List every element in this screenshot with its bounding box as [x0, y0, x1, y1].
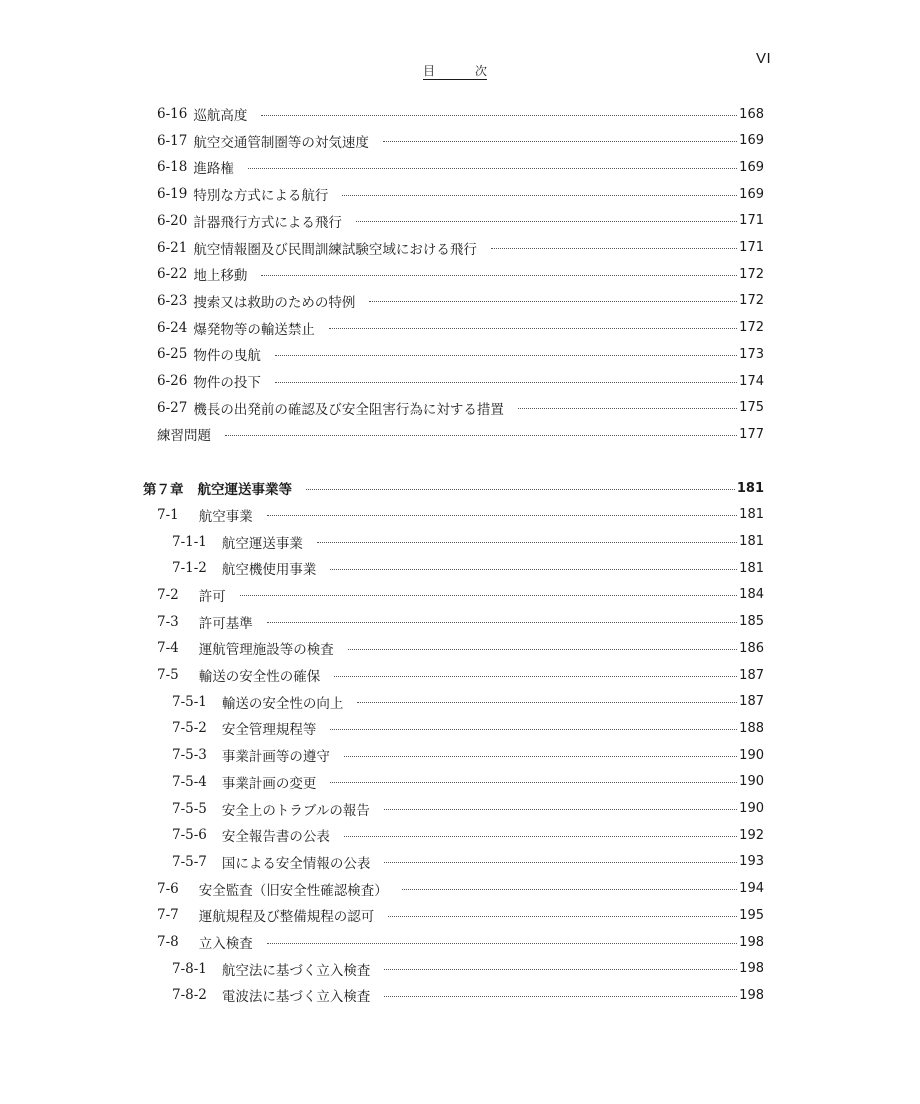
toc-title: 航空運送事業等	[197, 482, 292, 499]
toc-page-number: 174	[739, 373, 764, 389]
toc-number: 6-21	[157, 239, 188, 256]
toc-number: 7-4	[157, 640, 179, 657]
toc-title: 運航管理施設等の検査	[198, 642, 334, 659]
toc-number: 7-3	[157, 613, 179, 630]
toc-page-number: 198	[739, 961, 764, 977]
toc-page-number: 198	[739, 934, 764, 950]
toc-title: 計器飛行方式による飛行	[193, 214, 342, 231]
toc-row	[157, 315, 764, 341]
toc-number: 7-2	[157, 586, 179, 603]
dot-leader	[306, 489, 735, 490]
toc-number: 7-8	[157, 934, 179, 950]
dot-leader	[330, 729, 737, 730]
toc-number: 7-5-5	[172, 800, 207, 817]
dot-leader	[275, 382, 737, 383]
toc-title: 航空機使用事業	[221, 562, 317, 579]
toc-number: 7-1-2	[172, 560, 207, 577]
toc-number: 6-20	[157, 212, 188, 229]
toc-number: 6-18	[157, 159, 188, 176]
dot-leader	[330, 569, 737, 570]
toc-page-number: 192	[739, 827, 764, 843]
toc-title: 練習問題	[157, 428, 211, 445]
toc-row	[157, 128, 764, 154]
toc-row	[157, 181, 764, 207]
toc-page-number: 187	[739, 667, 764, 683]
toc-page-number: 169	[739, 133, 764, 149]
toc-title: 物件の投下	[193, 375, 261, 391]
toc-number: 7-5-4	[172, 773, 207, 790]
toc-row	[157, 101, 764, 127]
toc-title: 事業計画の変更	[221, 775, 317, 792]
running-head-left: 目	[423, 64, 436, 78]
toc-row	[157, 421, 764, 447]
toc-page-number: 190	[739, 747, 764, 763]
toc-number: 7-5-7	[172, 853, 207, 870]
toc-title: 輸送の安全性の向上	[221, 695, 344, 712]
toc-number: 7-5-2	[172, 720, 207, 737]
dot-leader	[388, 916, 737, 917]
dot-leader	[357, 702, 737, 703]
toc-page-number: 186	[739, 640, 764, 656]
toc-page-number: 169	[739, 159, 764, 175]
toc-page-number: 184	[739, 587, 764, 603]
toc-row	[172, 769, 764, 795]
toc-title: 進路権	[193, 161, 234, 178]
toc-title: 事業計画等の遵守	[221, 749, 330, 766]
dot-leader	[384, 862, 737, 863]
toc-page-number: 194	[739, 881, 764, 897]
toc-number: 7-6	[157, 880, 179, 897]
toc-title: 航空法に基づく立入検査	[221, 962, 371, 979]
dot-leader	[330, 782, 737, 783]
toc-number: 7-8-1	[172, 960, 207, 977]
toc-number: 7-1	[157, 506, 179, 523]
dot-leader	[261, 275, 737, 276]
dot-leader	[329, 328, 737, 329]
toc-row	[157, 582, 764, 608]
dot-leader	[267, 515, 737, 516]
toc-number: 7-5-3	[172, 747, 207, 764]
running-head-right: 次	[474, 64, 487, 78]
toc-title: 国による安全情報の公表	[221, 855, 371, 872]
toc-number: 6-24	[157, 319, 188, 336]
toc-row	[157, 368, 764, 394]
toc-title: 運航規程及び整備規程の認可	[198, 909, 375, 926]
toc-row	[157, 341, 764, 367]
toc-row	[157, 609, 764, 635]
toc-title: 航空事業	[198, 508, 253, 525]
dot-leader	[261, 115, 737, 116]
toc-row	[157, 876, 764, 902]
toc-number: 第７章	[143, 482, 184, 499]
toc-title: 捜索又は救助のための特例	[193, 294, 356, 311]
toc-number: 7-8-2	[172, 987, 207, 1004]
toc-title: 電波法に基づく立入検査	[221, 989, 371, 1006]
toc-row	[172, 529, 764, 555]
dot-leader	[384, 809, 737, 810]
toc-row	[172, 982, 764, 1008]
toc-row	[172, 956, 764, 982]
toc-page-number: 198	[739, 987, 764, 1003]
toc-row	[157, 208, 764, 234]
toc-title: 機長の出発前の確認及び安全阻害行為に対する措置	[193, 401, 504, 418]
toc-title: 物件の曳航	[193, 348, 261, 365]
toc-page-number: 168	[739, 106, 764, 122]
toc-number: 6-22	[157, 266, 188, 283]
toc-title: 巡航高度	[193, 108, 248, 124]
dot-leader	[344, 756, 737, 757]
toc-title: 航空交通管制圏等の対気速度	[193, 134, 369, 151]
dot-leader	[384, 969, 737, 970]
dot-leader	[348, 649, 737, 650]
toc-page-number: 181	[739, 560, 764, 576]
dot-leader	[402, 889, 737, 890]
toc-title: 許可	[198, 588, 226, 605]
toc-row	[157, 635, 764, 661]
toc-number: 7-5-6	[172, 827, 207, 844]
toc-row	[157, 261, 764, 287]
dot-leader	[518, 408, 737, 409]
dot-leader	[225, 435, 737, 436]
toc-page-number: 185	[739, 614, 764, 630]
toc-title: 安全管理規程等	[221, 722, 317, 739]
toc-page-number: 181	[739, 534, 764, 549]
toc-page-number: 172	[739, 293, 764, 309]
toc-title: 安全報告書の公表	[221, 829, 330, 846]
dot-leader	[267, 943, 737, 944]
toc-page-number: 172	[739, 320, 764, 336]
dot-leader	[356, 221, 737, 222]
toc-page-number: 169	[739, 186, 764, 202]
dot-leader	[369, 301, 737, 302]
toc-chapter-row	[143, 475, 764, 501]
toc-row	[157, 502, 764, 528]
toc-page-number: 177	[739, 426, 764, 442]
toc-page-number: 171	[739, 213, 764, 229]
toc-row	[172, 555, 764, 581]
dot-leader	[344, 836, 737, 837]
toc-row	[172, 742, 764, 768]
toc-title: 航空情報圏及び民間訓練試験空域における飛行	[193, 241, 477, 258]
toc-number: 6-25	[157, 346, 188, 363]
toc-title: 許可基準	[198, 615, 253, 632]
toc-number: 7-1-1	[172, 533, 207, 550]
toc-title: 特別な方式による航行	[193, 188, 329, 205]
dot-leader	[267, 622, 737, 623]
toc-page-number: 193	[739, 854, 764, 870]
toc-page-number: 181	[739, 507, 764, 523]
toc-title: 航空運送事業	[221, 535, 303, 552]
page-number: VI	[756, 50, 772, 67]
toc-title: 地上移動	[193, 268, 248, 285]
dot-leader	[248, 168, 737, 169]
dot-leader	[384, 996, 737, 997]
toc-page-number: 172	[739, 266, 764, 282]
toc-row	[157, 154, 764, 180]
dot-leader	[342, 195, 737, 196]
toc-row	[172, 796, 764, 822]
dot-leader	[491, 248, 737, 249]
toc-number: 6-27	[157, 399, 188, 416]
dot-leader	[383, 141, 737, 142]
toc-row	[157, 288, 764, 314]
toc-page-number: 175	[739, 400, 764, 416]
toc-number: 6-17	[157, 132, 188, 149]
toc-number: 6-23	[157, 292, 188, 309]
toc-row	[172, 822, 764, 848]
dot-leader	[317, 542, 737, 543]
toc-page-number: 188	[739, 720, 764, 736]
toc-row	[157, 929, 764, 955]
toc-page-number: 195	[739, 907, 764, 923]
toc-page-number: 190	[739, 801, 764, 816]
toc-page-number: 173	[739, 346, 764, 362]
toc-number: 7-7	[157, 907, 179, 924]
dot-leader	[240, 595, 737, 596]
toc-row	[172, 689, 764, 715]
toc-number: 6-16	[157, 106, 188, 122]
toc-row	[157, 902, 764, 928]
toc-number: 6-19	[157, 186, 188, 203]
toc-title: 輸送の安全性の確保	[198, 669, 321, 685]
toc-row	[172, 849, 764, 875]
toc-row	[157, 662, 764, 688]
toc-number: 6-26	[157, 373, 188, 389]
toc-title: 爆発物等の輸送禁止	[193, 321, 315, 338]
toc-page-number: 171	[739, 240, 764, 255]
toc-page-number: 181	[736, 480, 764, 496]
toc-title: 安全上のトラブルの報告	[221, 802, 370, 819]
toc-title: 安全監査（旧安全性確認検査）	[198, 882, 388, 899]
toc-page-number: 190	[739, 774, 764, 790]
toc-title: 立入検査	[198, 936, 253, 952]
toc-row	[157, 235, 764, 261]
toc-row	[157, 395, 764, 421]
toc-page-number: 187	[739, 694, 764, 710]
dot-leader	[275, 355, 737, 356]
toc-number: 7-5	[157, 667, 179, 683]
running-head	[423, 64, 487, 80]
dot-leader	[334, 676, 737, 677]
toc-row	[172, 715, 764, 741]
toc-number: 7-5-1	[172, 693, 207, 710]
